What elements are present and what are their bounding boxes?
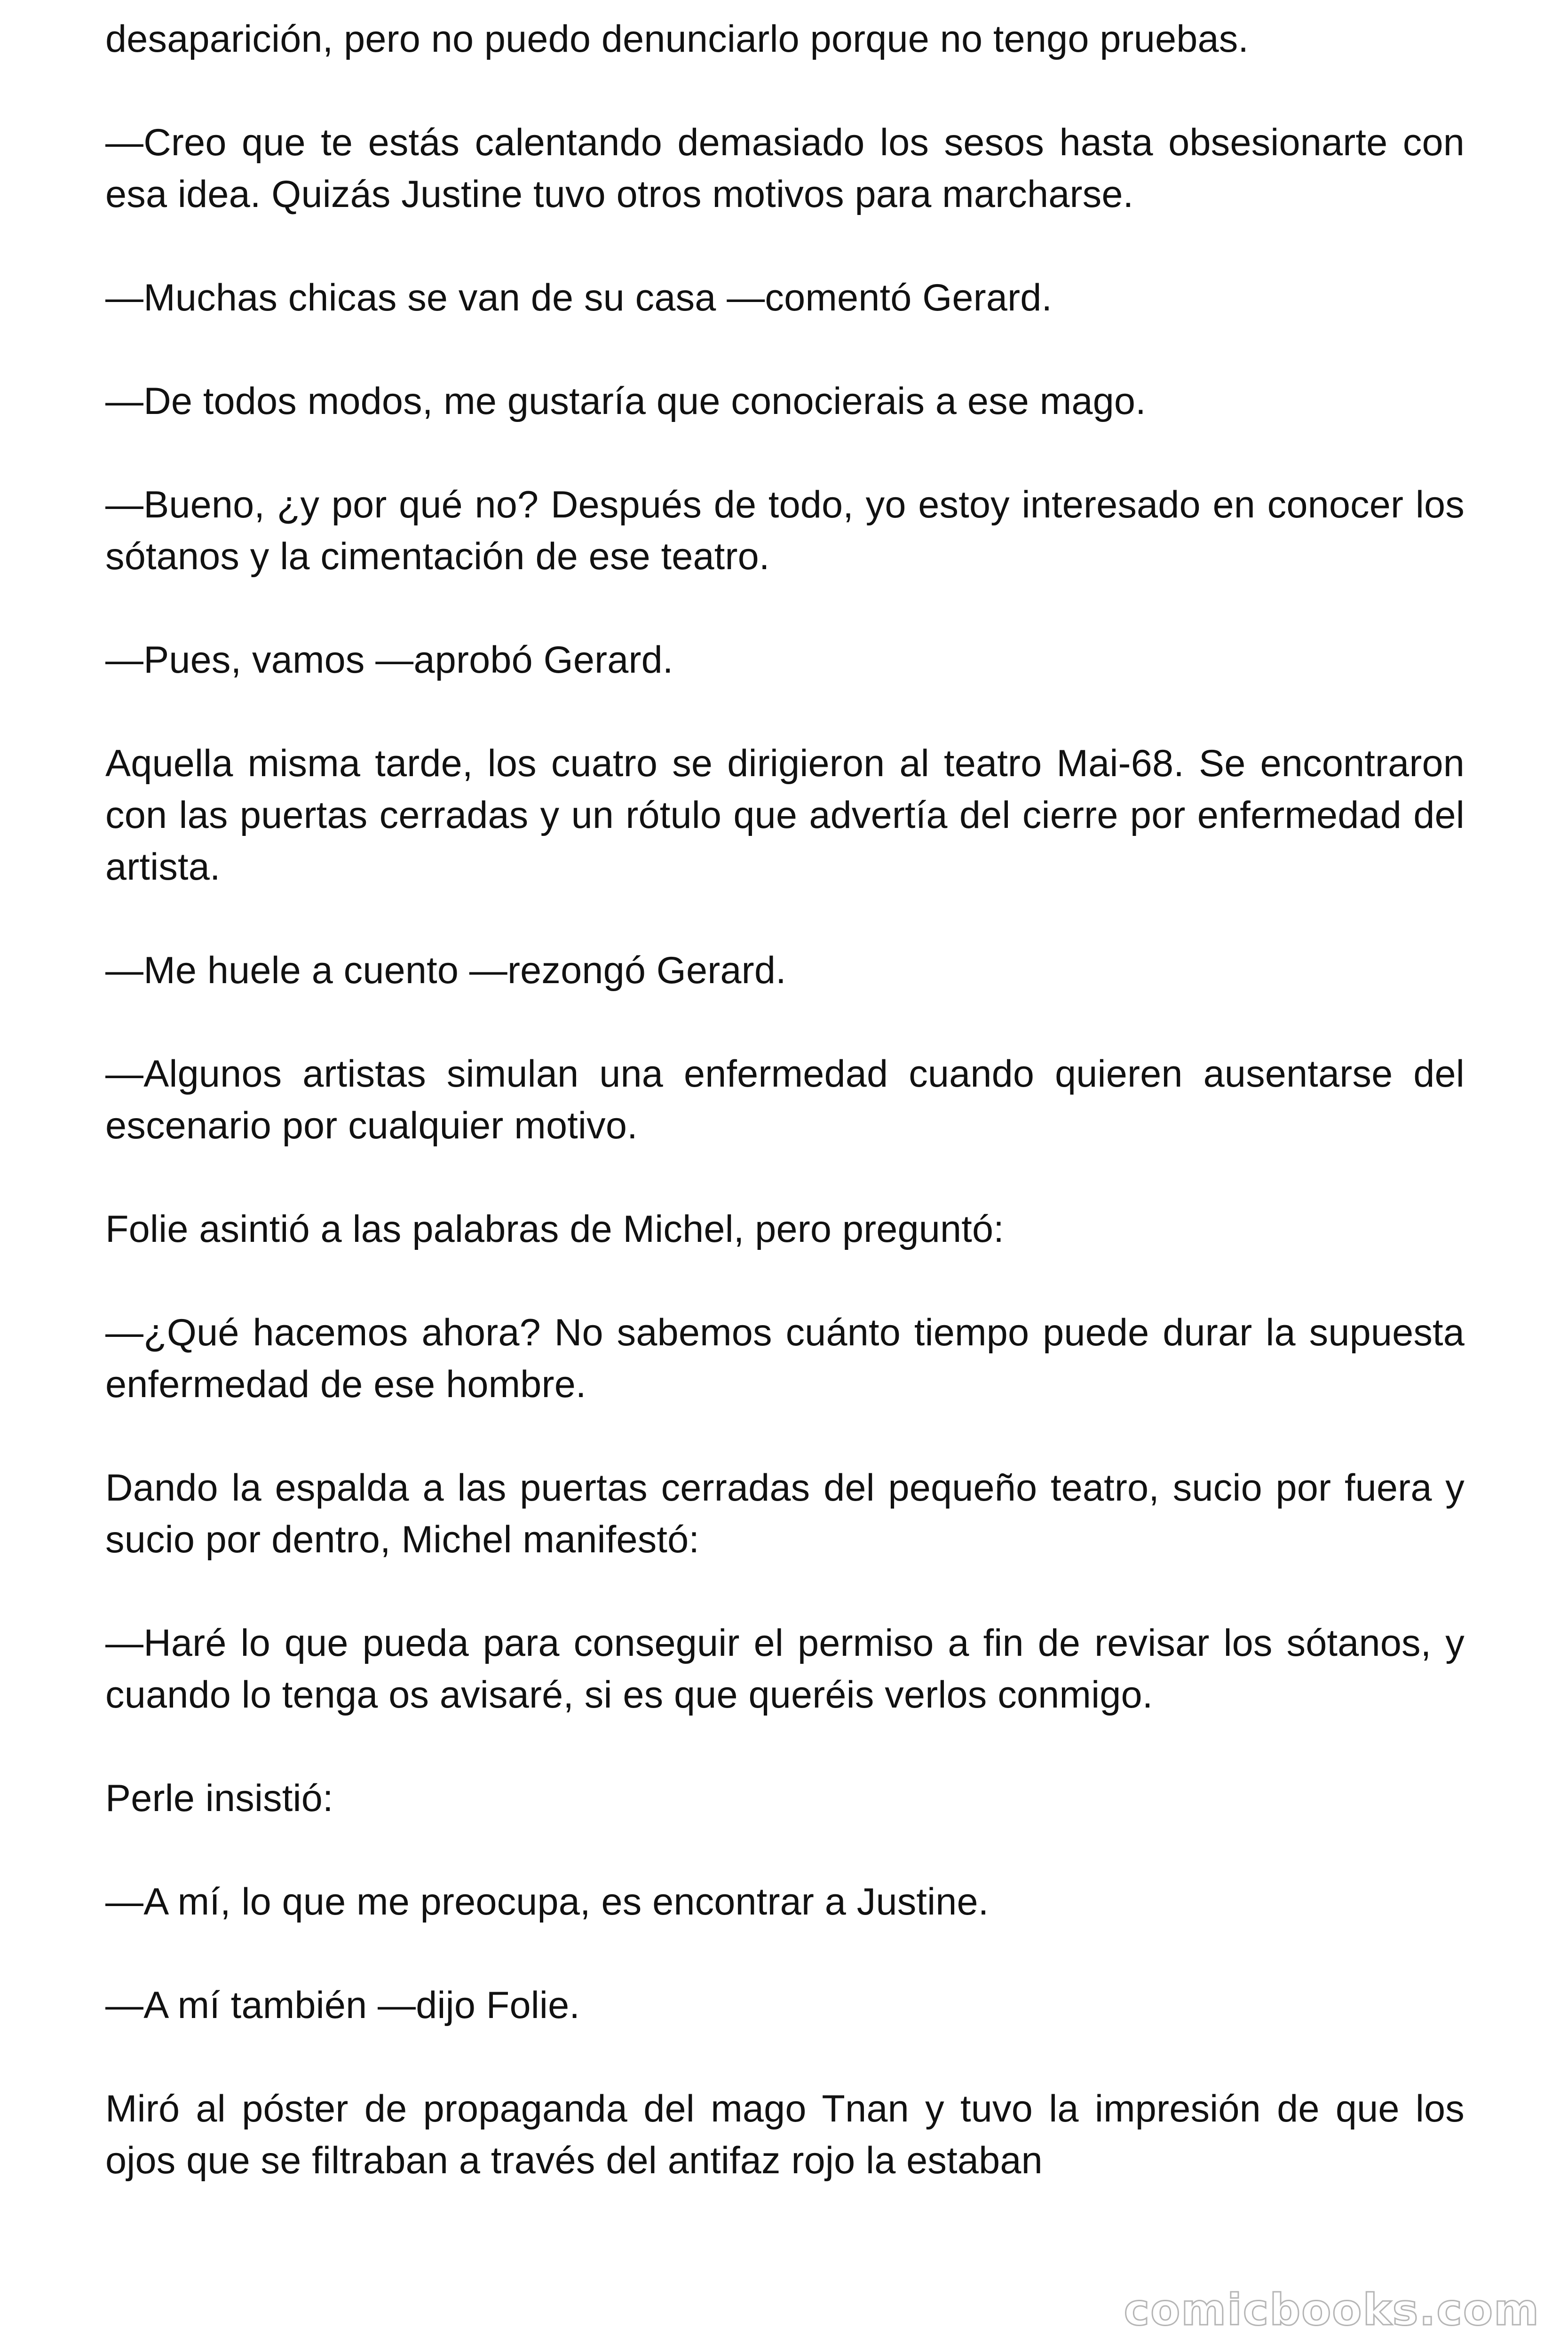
paragraph: Dando la espalda a las puertas cerradas del pequeño teatro, sucio por fuera y sucio por dentro, Michel manifestó: (105, 1467, 1465, 1561)
paragraph: —Creo que te estás calentando demasiado los sesos hasta obsesionarte con esa idea. Quizás Justine tuvo otros motivos para marcharse. (105, 121, 1465, 215)
paragraph: —De todos modos, me gustaría que conocierais a ese mago. (105, 380, 1146, 422)
paragraph: —Algunos artistas simulan una enfermedad cuando quieren ausentarse del escenario por cualquier motivo. (105, 1053, 1465, 1147)
paragraph: Aquella misma tarde, los cuatro se dirigieron al teatro Mai-68. Se encontraron con las puertas cerradas y un rótulo que advertía del cierre por enfermedad del artista. (105, 742, 1465, 888)
paragraph: —Pues, vamos —aprobó Gerard. (105, 639, 673, 681)
watermark: comicbooks.com (1124, 2285, 1540, 2335)
document-page (105, 13, 1465, 2186)
paragraph: Folie asintió a las palabras de Michel, pero preguntó: (105, 1208, 1004, 1250)
paragraph: desaparición, pero no puedo denunciarlo porque no tengo pruebas. (105, 18, 1249, 60)
paragraph: Perle insistió: (105, 1777, 333, 1820)
paragraph: —A mí, lo que me preocupa, es encontrar a Justine. (105, 1881, 989, 1923)
paragraph: —Haré lo que pueda para conseguir el permiso a fin de revisar los sótanos, y cuando lo tenga os avisaré, si es que queréis verlos conmigo. (105, 1622, 1465, 1716)
paragraph: —¿Qué hacemos ahora? No sabemos cuánto tiempo puede durar la supuesta enfermedad de ese hombre. (105, 1311, 1465, 1406)
paragraph: —Bueno, ¿y por qué no? Después de todo, yo estoy interesado en conocer los sótanos y la cimentación de ese teatro. (105, 484, 1465, 578)
paragraph: —A mí también —dijo Folie. (105, 1984, 580, 2026)
paragraph: —Me huele a cuento —rezongó Gerard. (105, 949, 786, 992)
paragraph: —Muchas chicas se van de su casa —comentó Gerard. (105, 277, 1053, 319)
paragraph: Miró al póster de propaganda del mago Tnan y tuvo la impresión de que los ojos que se filtraban a través del antifaz rojo la estaban (105, 2088, 1465, 2182)
